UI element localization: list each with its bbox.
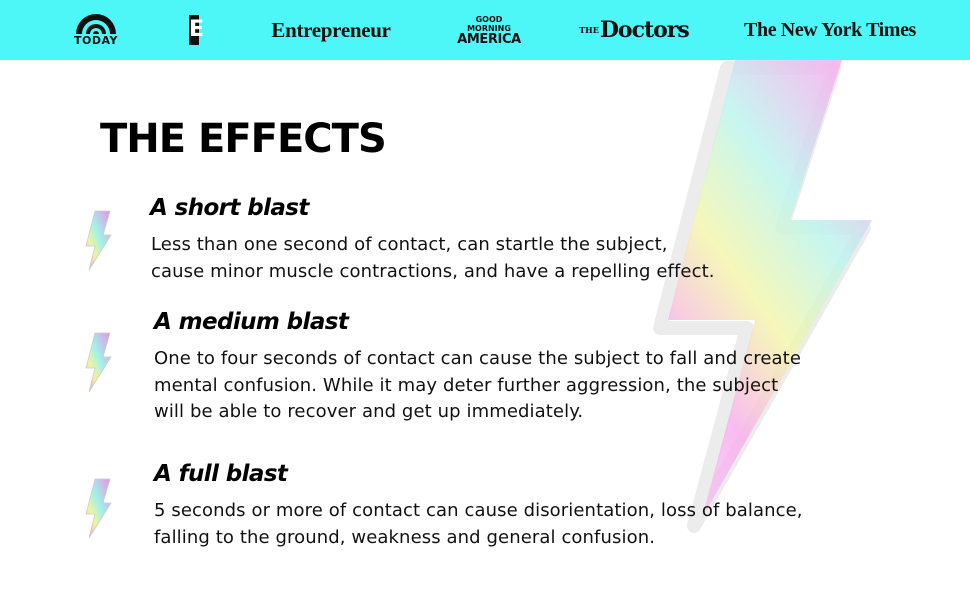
entrepreneur-logo bbox=[272, 10, 390, 50]
effect-description-line: will be able to recover and get up immediately. bbox=[154, 401, 584, 422]
background-lightning-bolt-icon bbox=[650, 60, 880, 550]
effect-description-line: Less than one second of contact, can startle the subject, bbox=[151, 234, 668, 255]
effect-description-line: mental confusion. While it may deter further aggression, the subject bbox=[154, 375, 779, 396]
entrepreneur-logo-text: Entrepreneur bbox=[271, 17, 391, 42]
today-sunrise-icon bbox=[74, 14, 118, 34]
today-logo bbox=[70, 10, 122, 50]
effect-heading-medium-blast: A medium blast bbox=[154, 309, 349, 335]
the-doctors-logo bbox=[579, 10, 689, 50]
gma-logo-line-1: GOOD bbox=[475, 14, 503, 24]
new-york-times-logo bbox=[744, 10, 916, 50]
effect-description-line: cause minor muscle contractions, and have a repelling effect. bbox=[151, 261, 715, 282]
effect-description-line: 5 seconds or more of contact can cause disorientation, loss of balance, bbox=[154, 500, 803, 521]
the-doctors-logo-prefix: THE bbox=[579, 25, 599, 35]
lightning-bolt-icon bbox=[84, 332, 112, 394]
effect-description-line: One to four seconds of contact can cause the subject to fall and create bbox=[154, 348, 801, 369]
gma-logo-line-3: AMERICA bbox=[457, 31, 521, 47]
gma-logo-line-2: MORNING bbox=[467, 23, 511, 33]
press-logo-bar bbox=[0, 0, 970, 60]
effect-heading-short-blast: A short blast bbox=[150, 195, 309, 221]
lightning-bolt-icon bbox=[84, 478, 112, 540]
good-morning-america-logo bbox=[456, 10, 522, 50]
the-doctors-logo-text: Doctors bbox=[599, 17, 689, 43]
effect-heading-full-blast: A full blast bbox=[154, 461, 288, 487]
effect-description-line: falling to the ground, weakness and general confusion. bbox=[154, 527, 656, 548]
today-logo-text: TODAY bbox=[74, 34, 118, 47]
e-news-logo-text: E bbox=[189, 15, 199, 45]
page-title: THE EFFECTS bbox=[100, 116, 386, 162]
new-york-times-logo-text: The New York Times bbox=[744, 18, 916, 41]
lightning-bolt-icon bbox=[84, 210, 112, 272]
e-news-logo bbox=[186, 10, 205, 50]
